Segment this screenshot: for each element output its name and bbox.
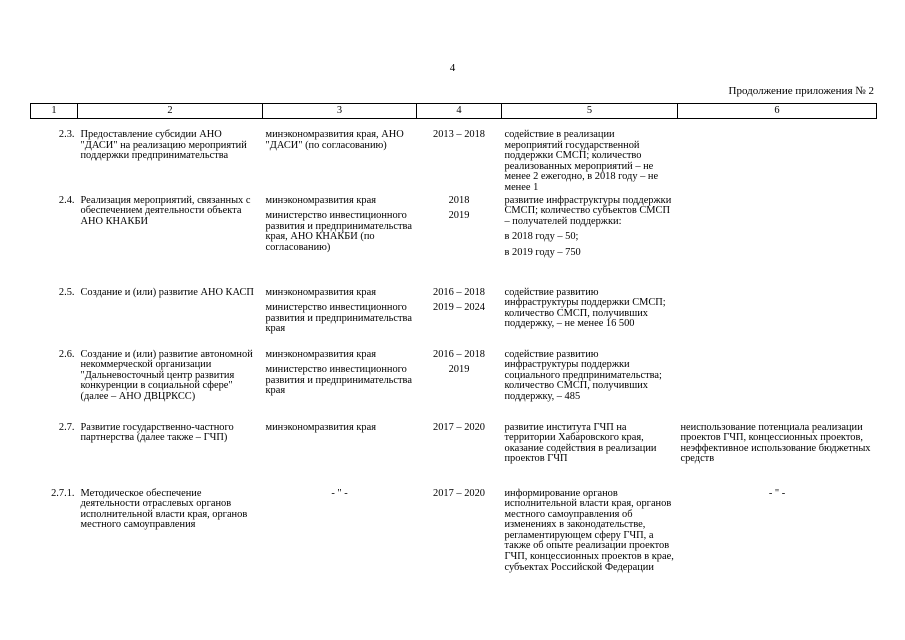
executor: министерство инвестиционного развития и предпринимательства края [265,364,412,397]
column-number-row [31,104,877,119]
executor: министерство инвестиционного развития и предпринимательства края, АНО КНАКБИ (по согласованию) [265,210,412,253]
column-header-4: 4 [417,104,502,119]
period-cell [417,350,502,423]
executor: минэкономразвития края [265,421,376,433]
row-number: 2.3. [58,129,75,140]
expected-result: содействие развитию инфраструктуры поддержки социального предпринимательства; количество СМСП, получивших поддержку, – 485 [504,348,662,402]
row-number: 2.6. [58,348,75,360]
expected-result: в 2019 году – 750 [504,246,581,258]
column-header-5: 5 [502,104,678,119]
column-header-2: 2 [78,104,263,119]
risk [678,350,877,423]
executor: - " - [331,487,348,499]
column-header-6: 6 [678,104,877,119]
period: 2016 – 2018 [433,286,485,298]
measure-name: Развитие государственно-частного партнерства (далее также – ГЧП) [80,421,234,444]
period-cell [417,196,502,288]
risk: - " - [768,487,786,499]
risk [678,119,877,196]
measure-name: Предоставление субсидии АНО "ДАСИ" на реализацию мероприятий поддержки предпринимательства [80,129,247,162]
expected-result: развитие института ГЧП на территории Хабаровского края, оказание содействия в реализации проектов ГЧП [504,421,657,465]
executor: минэкономразвития края [265,348,376,360]
executor-cell [263,196,417,288]
period: 2018 [448,194,470,206]
period: 2016 – 2018 [433,348,485,360]
table-row [31,423,877,489]
column-header-1: 1 [31,104,78,119]
expected-result: содействие развитию инфраструктуры поддержки СМСП; количество СМСП, получивших поддержку, – не менее 16 500 [504,286,666,330]
risk [678,288,877,350]
period: 2017 – 2020 [433,487,485,499]
table-row [31,489,877,599]
expected-result: развитие инфраструктуры поддержки СМСП; количество субъектов СМСП – получателей поддержки: [504,194,672,227]
continuation-label: Продолжение приложения № 2 [728,85,874,97]
period-cell [417,288,502,350]
risk [678,196,877,288]
table-row [31,350,877,423]
row-number: 2.7.1. [51,487,75,499]
executor-cell [263,288,417,350]
executor: минэкономразвития края [265,194,376,206]
period: 2019 [448,364,470,376]
row-number: 2.5. [58,286,75,298]
period: 2017 – 2020 [433,421,485,433]
period: 2013 – 2018 [433,129,485,140]
risk: неиспользование потенциала реализации проектов ГЧП, концессионных проектов, неэффективное использование бюджетных средств [680,421,871,465]
executor: министерство инвестиционного развития и предпринимательства края [265,302,412,335]
table-row [31,196,877,288]
expected-result: содействие в реализации мероприятий государственной поддержки СМСП; количество реализованных мероприятий – не менее 2 ежегодно, в 2018 году – не менее 1 [504,129,659,193]
executor: минэкономразвития края [265,286,376,298]
expected-result-cell [502,196,678,288]
period: 2019 – 2024 [433,302,485,314]
period: 2019 [448,210,470,222]
executor-cell [263,350,417,423]
page-number: 4 [449,62,456,74]
measure-name: Создание и (или) развитие автономной некоммерческой организации "Дальневосточный центр развития конкуренции в социальной сфере" (далее – АНО ДВЦРКСС) [80,348,253,402]
column-header-3: 3 [263,104,417,119]
measure-name: Реализация мероприятий, связанных с обеспечением деятельности объекта АНО КНАКБИ [80,194,251,227]
expected-result: информирование органов исполнительной власти края, органов местного самоуправления об изменениях в законодательстве, регламентирующем сферу ГЧП, а также об опыте реализации проектов ГЧП, концессионных проектов в крае, субъектах Российской Федерации [504,487,674,573]
table-row [31,119,877,196]
measures-table [30,103,877,599]
measure-name: Создание и (или) развитие АНО КАСП [80,286,254,298]
executor: минэкономразвития края, АНО "ДАСИ" (по согласованию) [265,129,404,151]
row-number: 2.7. [58,421,75,433]
table-row [31,288,877,350]
expected-result: в 2018 году – 50; [504,231,579,243]
row-number: 2.4. [58,194,75,206]
measure-name: Методическое обеспечение деятельности отраслевых органов исполнительной власти края, органов местного самоуправления [80,487,248,531]
